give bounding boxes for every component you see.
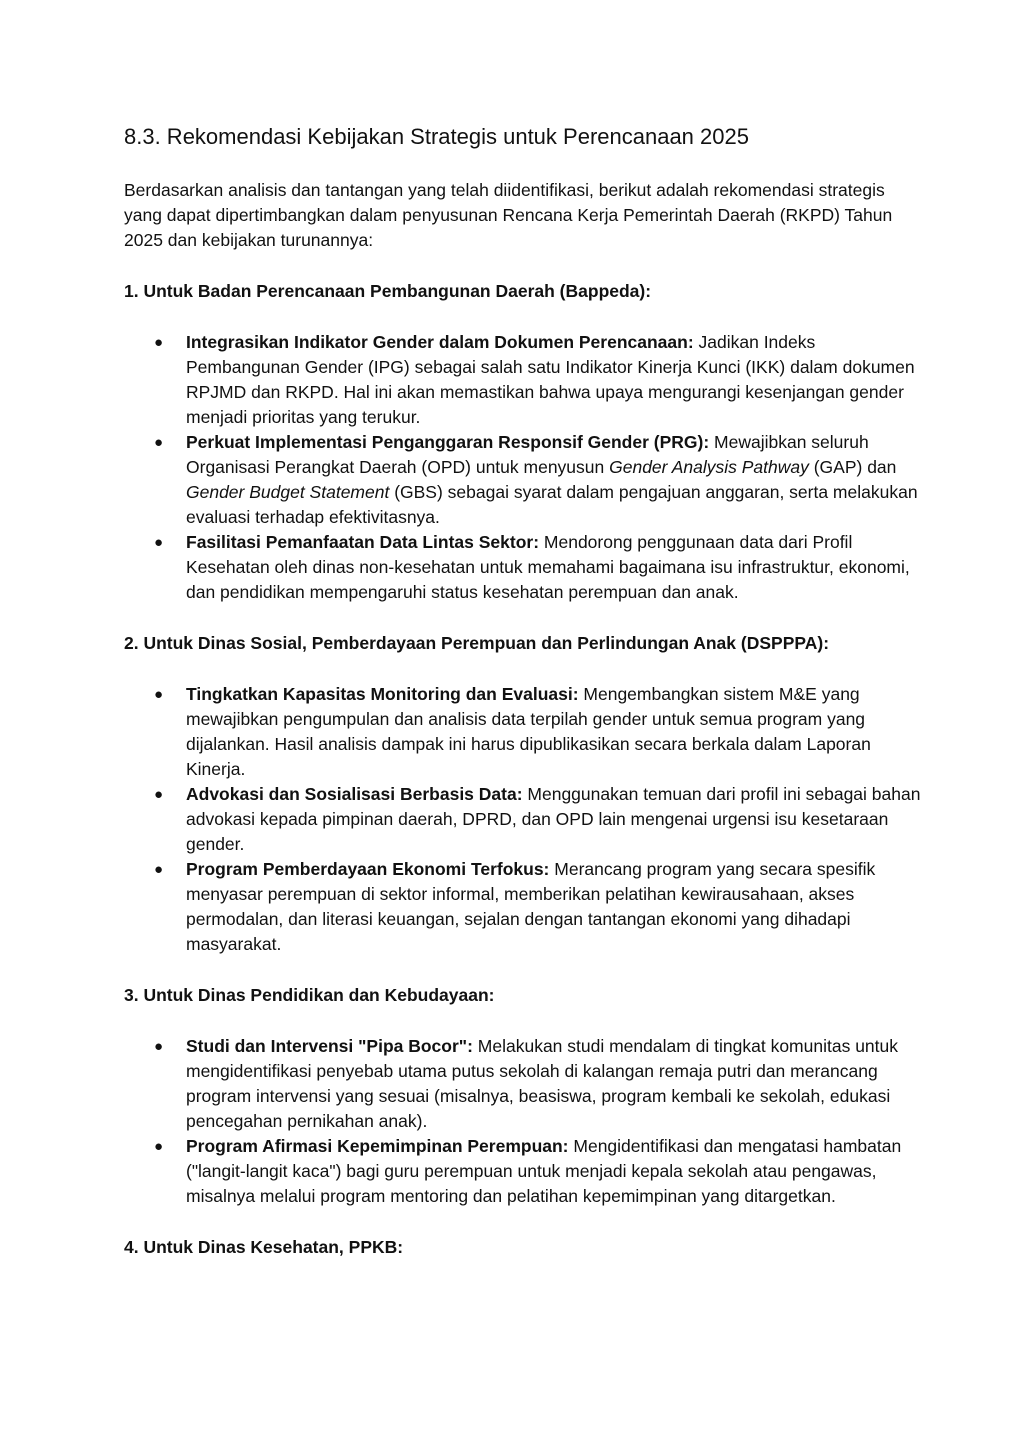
item-text: Jadikan Indeks Pembangunan Gender (IPG) sebagai salah satu Indikator Kinerja Kunci (IKK) dalam dokumen RPJMD dan RKPD. Hal ini akan memastikan bahwa upaya mengurangi kesenjangan gender menjadi prioritas yang terukur. bbox=[186, 332, 915, 427]
list-item bbox=[124, 530, 924, 605]
item-text: Mewajibkan seluruh Organisasi Perangkat Daerah (OPD) untuk menyusun bbox=[186, 432, 869, 477]
item-text: Mendorong penggunaan data dari Profil Kesehatan oleh dinas non-kesehatan untuk memahami bagaimana isu infrastruktur, ekonomi, dan pendidikan mempengaruhi status kesehatan perempuan dan anak. bbox=[186, 532, 910, 602]
list-item bbox=[124, 1134, 924, 1209]
item-text: Mengembangkan sistem M&E yang mewajibkan pengumpulan dan analisis data terpilah gender untuk semua program yang dijalankan. Hasil analisis dampak ini harus dipublikasikan secara berkala dalam Laporan Kinerja. bbox=[186, 684, 871, 779]
item-label: Program Pemberdayaan Ekonomi Terfokus: bbox=[186, 859, 550, 879]
recommendation-list-dspppa bbox=[124, 682, 924, 957]
bullet-icon: ● bbox=[154, 686, 164, 703]
list-item bbox=[124, 430, 924, 530]
bullet-icon: ● bbox=[154, 1138, 164, 1155]
bullet-icon: ● bbox=[154, 786, 164, 803]
recommendation-list-pendidikan bbox=[124, 1034, 924, 1209]
item-label: Studi dan Intervensi "Pipa Bocor": bbox=[186, 1036, 473, 1056]
item-label: Tingkatkan Kapasitas Monitoring dan Evaluasi: bbox=[186, 684, 579, 704]
item-emphasis: Gender Budget Statement bbox=[186, 482, 390, 502]
list-item bbox=[124, 682, 924, 782]
section-heading-dspppa: 2. Untuk Dinas Sosial, Pemberdayaan Perempuan dan Perlindungan Anak (DSPPPA): bbox=[124, 633, 830, 653]
item-text: Melakukan studi mendalam di tingkat komunitas untuk mengidentifikasi penyebab utama putus sekolah di kalangan remaja putri dan merancang program intervensi yang sesuai (misalnya, beasiswa, program kembali ke sekolah, edukasi pencegahan pernikahan anak). bbox=[186, 1036, 899, 1131]
bullet-icon: ● bbox=[154, 534, 164, 551]
item-text: Menggunakan temuan dari profil ini sebagai bahan advokasi kepada pimpinan daerah, DPRD, dan OPD lain mengenai urgensi isu kesetaraan gender. bbox=[186, 784, 921, 854]
bullet-icon: ● bbox=[154, 1038, 164, 1055]
intro-paragraph: Berdasarkan analisis dan tantangan yang telah diidentifikasi, berikut adalah rekomendasi strategis yang dapat dipertimbangkan dalam penyusunan Rencana Kerja Pemerintah Daerah (RKPD) Tahun 2025 dan kebijakan turunannya: bbox=[124, 180, 893, 250]
bullet-icon: ● bbox=[154, 434, 164, 451]
list-item bbox=[124, 857, 924, 957]
item-label: Perkuat Implementasi Penganggaran Responsif Gender (PRG): bbox=[186, 432, 710, 452]
item-text: Merancang program yang secara spesifik menyasar perempuan di sektor informal, memberikan pelatihan kewirausahaan, akses permodalan, dan literasi keuangan, sejalan dengan tantangan ekonomi yang dihadapi masyarakat. bbox=[186, 859, 876, 954]
section-heading-pendidikan: 3. Untuk Dinas Pendidikan dan Kebudayaan: bbox=[124, 985, 495, 1005]
item-label: Advokasi dan Sosialisasi Berbasis Data: bbox=[186, 784, 523, 804]
item-emphasis: Gender Analysis Pathway bbox=[609, 457, 809, 477]
recommendation-list-bappeda bbox=[124, 330, 924, 605]
item-text: (GBS) sebagai syarat dalam pengajuan anggaran, serta melakukan evaluasi terhadap efektivitasnya. bbox=[186, 482, 918, 527]
section-heading-kesehatan: 4. Untuk Dinas Kesehatan, PPKB: bbox=[124, 1237, 404, 1257]
item-label: Fasilitasi Pemanfaatan Data Lintas Sektor: bbox=[186, 532, 540, 552]
bullet-icon: ● bbox=[154, 861, 164, 878]
item-text: (GAP) dan bbox=[808, 457, 897, 477]
item-label: Integrasikan Indikator Gender dalam Dokumen Perencanaan: bbox=[186, 332, 694, 352]
section-heading-bappeda: 1. Untuk Badan Perencanaan Pembangunan Daerah (Bappeda): bbox=[124, 281, 652, 301]
list-item bbox=[124, 782, 924, 857]
page-title: 8.3. Rekomendasi Kebijakan Strategis untuk Perencanaan 2025 bbox=[124, 124, 749, 149]
item-label: Program Afirmasi Kepemimpinan Perempuan: bbox=[186, 1136, 569, 1156]
list-item bbox=[124, 1034, 924, 1134]
list-item bbox=[124, 330, 924, 430]
bullet-icon: ● bbox=[154, 334, 164, 351]
item-text: Mengidentifikasi dan mengatasi hambatan ("langit-langit kaca") bagi guru perempuan untuk menjadi kepala sekolah atau pengawas, misalnya melalui program mentoring dan pelatihan kepemimpinan yang ditargetkan. bbox=[186, 1136, 902, 1206]
